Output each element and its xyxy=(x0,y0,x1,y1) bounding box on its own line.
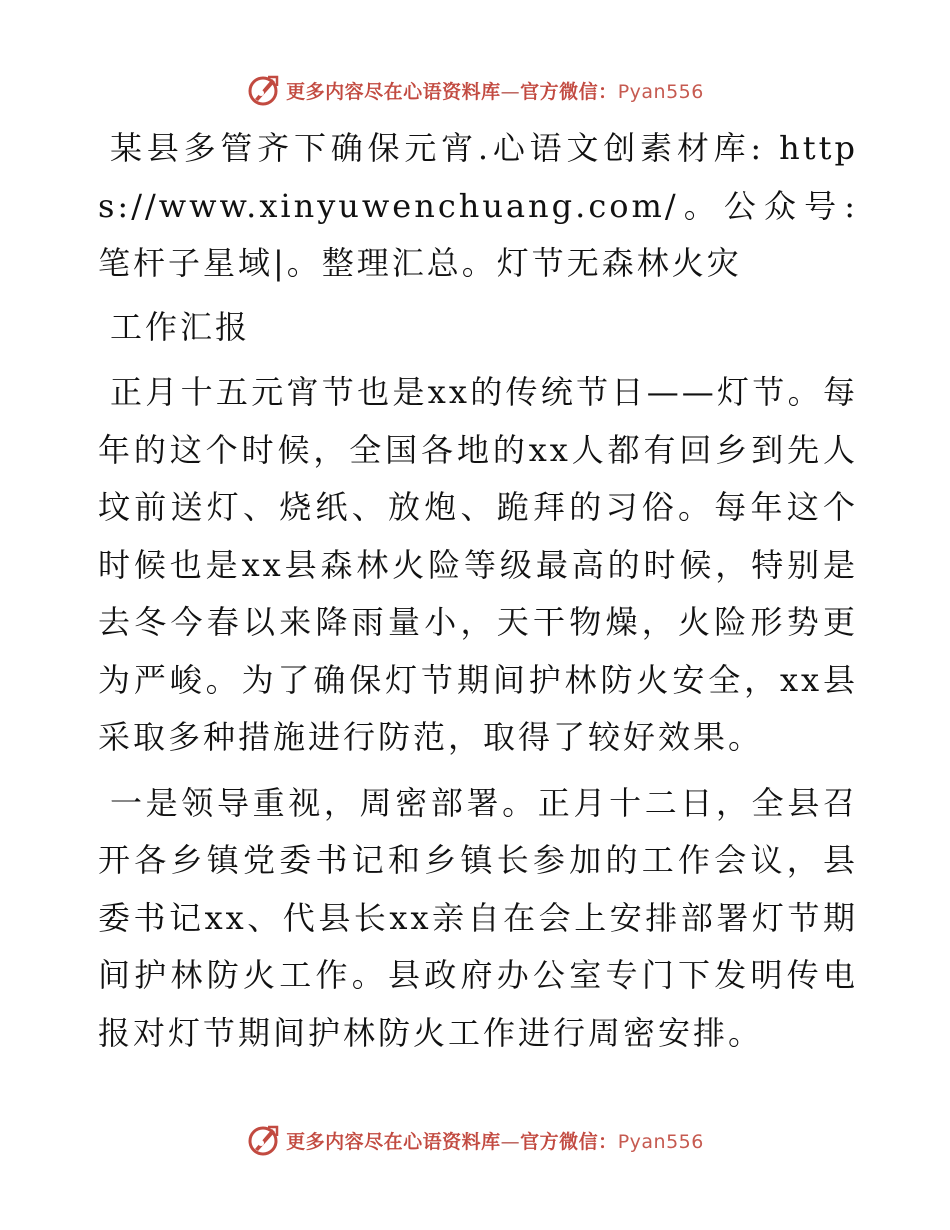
header-watermark-id: Pyan556 xyxy=(617,80,704,103)
quill-logo-icon xyxy=(246,1123,280,1157)
document-body xyxy=(98,120,858,1070)
document-subtitle: 工作汇报 xyxy=(110,307,251,346)
header-watermark-wechat: 官方微信： xyxy=(520,80,618,103)
footer-watermark-text xyxy=(286,1127,704,1154)
quill-logo-icon xyxy=(246,73,280,107)
document-title: 某县多管齐下确保元宵.心语文创素材库: https://www.xinyuwenchuang.com/。公众号: 笔杆子星域|。整理汇总。灯节无森林火灾 xyxy=(98,129,858,282)
header-watermark-text xyxy=(286,77,704,104)
header-watermark-main: 更多内容尽在心语资料库 xyxy=(286,80,501,103)
footer-watermark-main: 更多内容尽在心语资料库 xyxy=(286,1130,501,1153)
footer-watermark-sep: — xyxy=(500,1130,521,1153)
paragraph-1: 正月十五元宵节也是xx的传统节日——灯节。每年的这个时候，全国各地的xx人都有回乡到先人坟前送灯、烧纸、放炮、跪拜的习俗。每年这个时候也是xx县森林火险等级最高的时候，特别是去冬今春以来降雨量小，天干物燥，火险形势更为严峻。为了确保灯节期间护林防火安全，xx县采取多种措施进行防范，取得了较好效果。 xyxy=(98,373,858,756)
footer-watermark-id: Pyan556 xyxy=(617,1130,704,1153)
paragraph-2: 一是领导重视，周密部署。正月十二日，全县召开各乡镇党委书记和乡镇长参加的工作会议，县委书记xx、代县长xx亲自在会上安排部署灯节期间护林防火工作。县政府办公室专门下发明传电报对灯节期间护林防火工作进行周密安排。 xyxy=(98,783,858,1052)
header-watermark-sep: — xyxy=(500,80,521,103)
footer-watermark xyxy=(0,1120,950,1160)
header-watermark xyxy=(0,70,950,110)
footer-watermark-wechat: 官方微信： xyxy=(520,1130,618,1153)
